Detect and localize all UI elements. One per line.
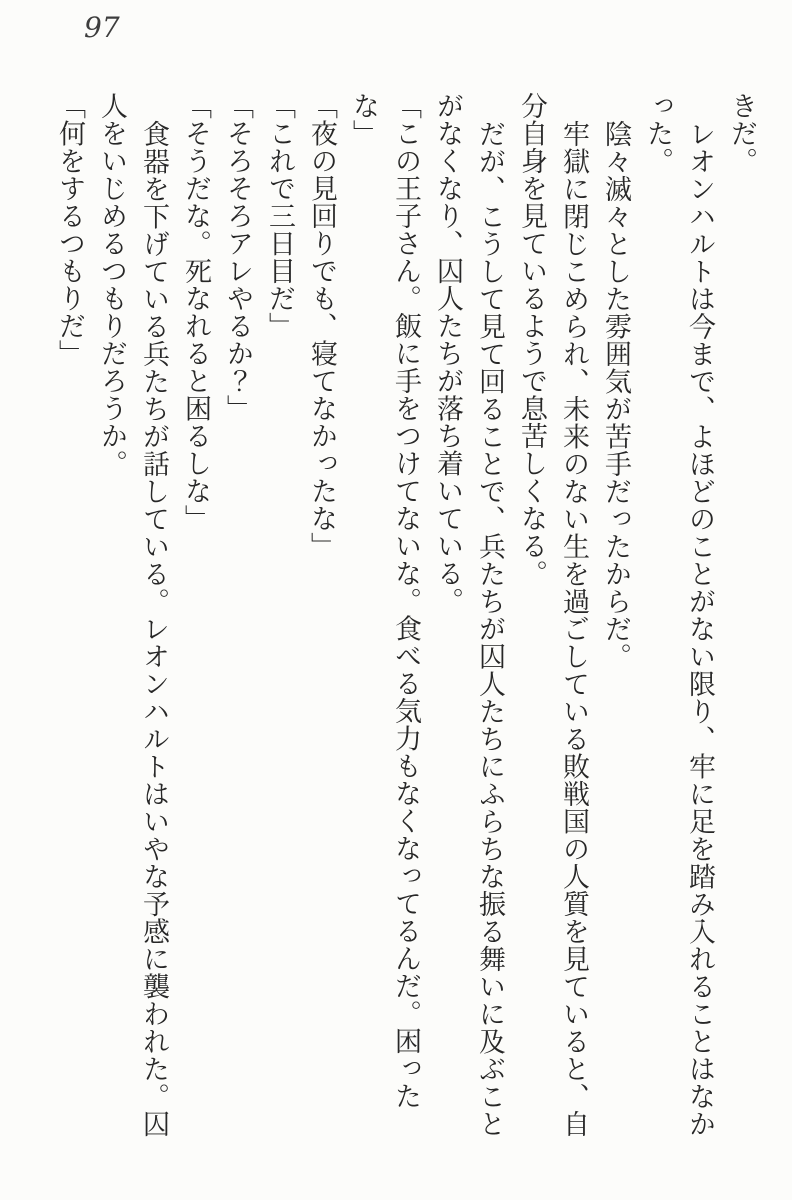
text-line: 食器を下げている兵たちが話している。レオンハルトはいやな予感に襲われた。囚 xyxy=(138,120,169,1138)
text-line: 「夜の見回りでも、寝てなかったな」 xyxy=(306,92,337,560)
text-line: 人をいじめるつもりだろうか。 xyxy=(96,92,127,477)
text-line: 「そうだな。死なれると困るしな」 xyxy=(180,92,211,532)
text-line: レオンハルトは今まで、よほどのことがない限り、牢に足を踏み入れることはなか xyxy=(684,120,715,1138)
text-line: 分自身を見ているようで息苦しくなる。 xyxy=(516,92,547,587)
text-line: 牢獄に閉じこめられ、未来のない生を過ごしている敗戦国の人質を見ていると、自 xyxy=(558,120,589,1138)
text-line: った。 xyxy=(642,92,673,175)
text-line: きだ。 xyxy=(726,92,757,175)
page-number: 97 xyxy=(84,11,120,44)
text-line: な」 xyxy=(348,92,379,147)
text-line: がなくなり、囚人たちが落ち着いている。 xyxy=(432,92,463,615)
text-line: 「これで三日目だ」 xyxy=(264,92,295,340)
text-line: 「そろそろアレやるか？」 xyxy=(222,92,253,422)
text-line: 「何をするつもりだ」 xyxy=(54,92,85,367)
text-line: 「この王子さん。飯に手をつけてないな。食べる気力もなくなってるんだ。困った xyxy=(390,92,421,1110)
text-line: 陰々滅々とした雰囲気が苦手だったからだ。 xyxy=(600,120,631,670)
text-line: だが、こうして見て回ることで、兵たちが囚人たちにふらちな振る舞いに及ぶこと xyxy=(474,120,505,1138)
text-block xyxy=(48,92,762,1140)
